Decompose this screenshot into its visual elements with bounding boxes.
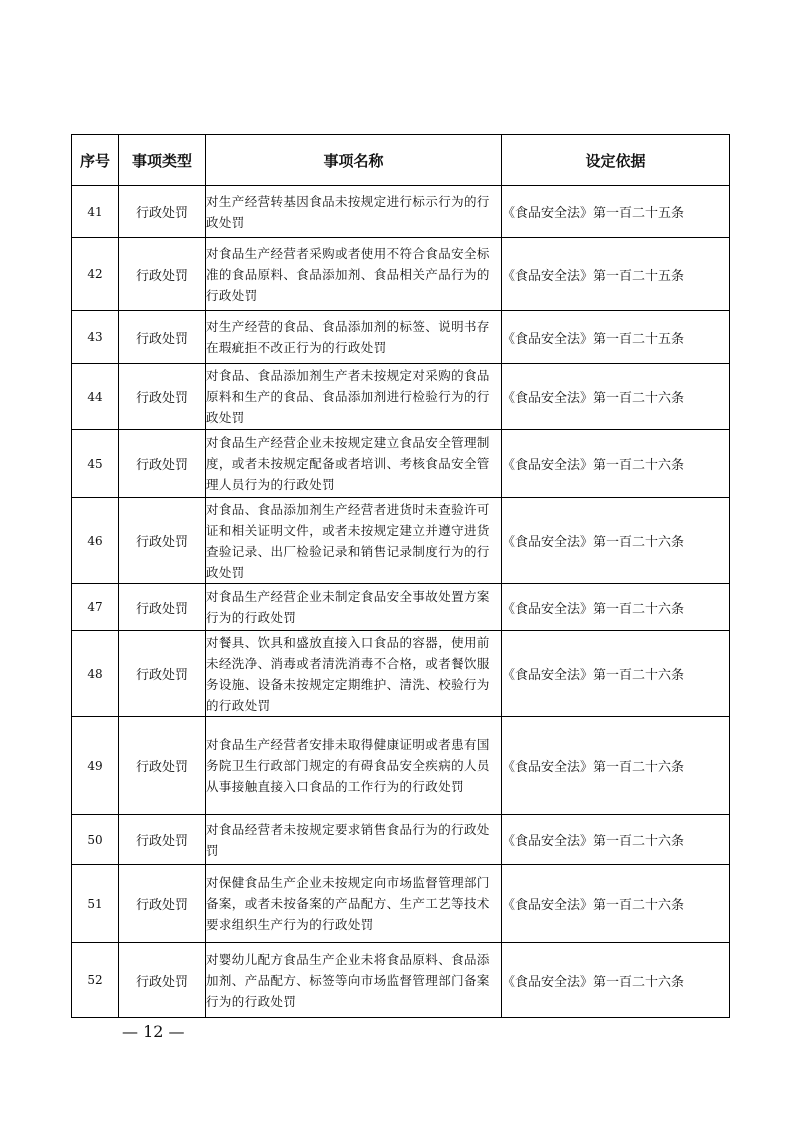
- row-number: 51: [72, 865, 119, 943]
- row-type: 行政处罚: [119, 717, 206, 815]
- row-number: 41: [72, 186, 119, 238]
- table-row: [72, 717, 730, 815]
- row-number: 49: [72, 717, 119, 815]
- row-number: 50: [72, 815, 119, 865]
- table-row: [72, 865, 730, 943]
- row-basis: 《食品安全法》第一百二十五条: [502, 238, 730, 311]
- row-basis: 《食品安全法》第一百二十六条: [502, 865, 730, 943]
- row-name: 对生产经营的食品、食品添加剂的标签、说明书存在瑕疵拒不改正行为的行政处罚: [206, 311, 502, 364]
- header-matter-type: 事项类型: [119, 135, 206, 186]
- header-legal-basis: 设定依据: [502, 135, 730, 186]
- row-name: 对餐具、饮具和盛放直接入口食品的容器，使用前未经洗净、消毒或者清洗消毒不合格，或者餐饮服务设施、设备未按规定定期维护、清洗、校验行为的行政处罚: [206, 631, 502, 717]
- row-number: 48: [72, 631, 119, 717]
- table-header-row: [72, 135, 730, 186]
- table-row: [72, 631, 730, 717]
- row-type: 行政处罚: [119, 238, 206, 311]
- row-type: 行政处罚: [119, 584, 206, 631]
- row-name: 对食品、食品添加剂生产者未按规定对采购的食品原料和生产的食品、食品添加剂进行检验行为的行政处罚: [206, 364, 502, 430]
- row-name: 对生产经营转基因食品未按规定进行标示行为的行政处罚: [206, 186, 502, 238]
- row-name: 对食品经营者未按规定要求销售食品行为的行政处罚: [206, 815, 502, 865]
- row-type: 行政处罚: [119, 943, 206, 1018]
- row-basis: 《食品安全法》第一百二十六条: [502, 498, 730, 584]
- row-number: 46: [72, 498, 119, 584]
- row-name: 对婴幼儿配方食品生产企业未将食品原料、食品添加剂、产品配方、标签等向市场监督管理部门备案行为的行政处罚: [206, 943, 502, 1018]
- row-name: 对食品生产经营者安排未取得健康证明或者患有国务院卫生行政部门规定的有碍食品安全疾病的人员从事接触直接入口食品的工作行为的行政处罚: [206, 717, 502, 815]
- row-number: 45: [72, 430, 119, 498]
- row-number: 44: [72, 364, 119, 430]
- table-row: [72, 364, 730, 430]
- row-number: 42: [72, 238, 119, 311]
- row-type: 行政处罚: [119, 815, 206, 865]
- row-basis: 《食品安全法》第一百二十六条: [502, 943, 730, 1018]
- table-row: [72, 943, 730, 1018]
- row-type: 行政处罚: [119, 364, 206, 430]
- row-type: 行政处罚: [119, 186, 206, 238]
- table-row: [72, 584, 730, 631]
- row-number: 52: [72, 943, 119, 1018]
- row-basis: 《食品安全法》第一百二十六条: [502, 584, 730, 631]
- row-basis: 《食品安全法》第一百二十五条: [502, 311, 730, 364]
- table-row: [72, 238, 730, 311]
- row-name: 对食品、食品添加剂生产经营者进货时未查验许可证和相关证明文件，或者未按规定建立并遵守进货查验记录、出厂检验记录和销售记录制度行为的行政处罚: [206, 498, 502, 584]
- header-matter-name: 事项名称: [206, 135, 502, 186]
- row-type: 行政处罚: [119, 430, 206, 498]
- row-name: 对食品生产经营企业未按规定建立食品安全管理制度，或者未按规定配备或者培训、考核食品安全管理人员行为的行政处罚: [206, 430, 502, 498]
- table-row: [72, 186, 730, 238]
- page-number: — 12 —: [122, 1022, 185, 1041]
- table-body: [72, 186, 730, 1018]
- table-row: [72, 815, 730, 865]
- row-basis: 《食品安全法》第一百二十六条: [502, 430, 730, 498]
- row-name: 对食品生产经营者采购或者使用不符合食品安全标准的食品原料、食品添加剂、食品相关产品行为的行政处罚: [206, 238, 502, 311]
- row-basis: 《食品安全法》第一百二十六条: [502, 364, 730, 430]
- row-type: 行政处罚: [119, 311, 206, 364]
- row-basis: 《食品安全法》第一百二十五条: [502, 186, 730, 238]
- table-row: [72, 311, 730, 364]
- row-name: 对保健食品生产企业未按规定向市场监督管理部门备案，或者未按备案的产品配方、生产工艺等技术要求组织生产行为的行政处罚: [206, 865, 502, 943]
- table-row: [72, 430, 730, 498]
- header-serial-number: 序号: [72, 135, 119, 186]
- row-type: 行政处罚: [119, 498, 206, 584]
- row-basis: 《食品安全法》第一百二十六条: [502, 815, 730, 865]
- row-number: 43: [72, 311, 119, 364]
- row-type: 行政处罚: [119, 865, 206, 943]
- row-name: 对食品生产经营企业未制定食品安全事故处置方案行为的行政处罚: [206, 584, 502, 631]
- row-basis: 《食品安全法》第一百二十六条: [502, 631, 730, 717]
- row-number: 47: [72, 584, 119, 631]
- matters-table: [71, 134, 730, 1018]
- table-row: [72, 498, 730, 584]
- row-type: 行政处罚: [119, 631, 206, 717]
- row-basis: 《食品安全法》第一百二十六条: [502, 717, 730, 815]
